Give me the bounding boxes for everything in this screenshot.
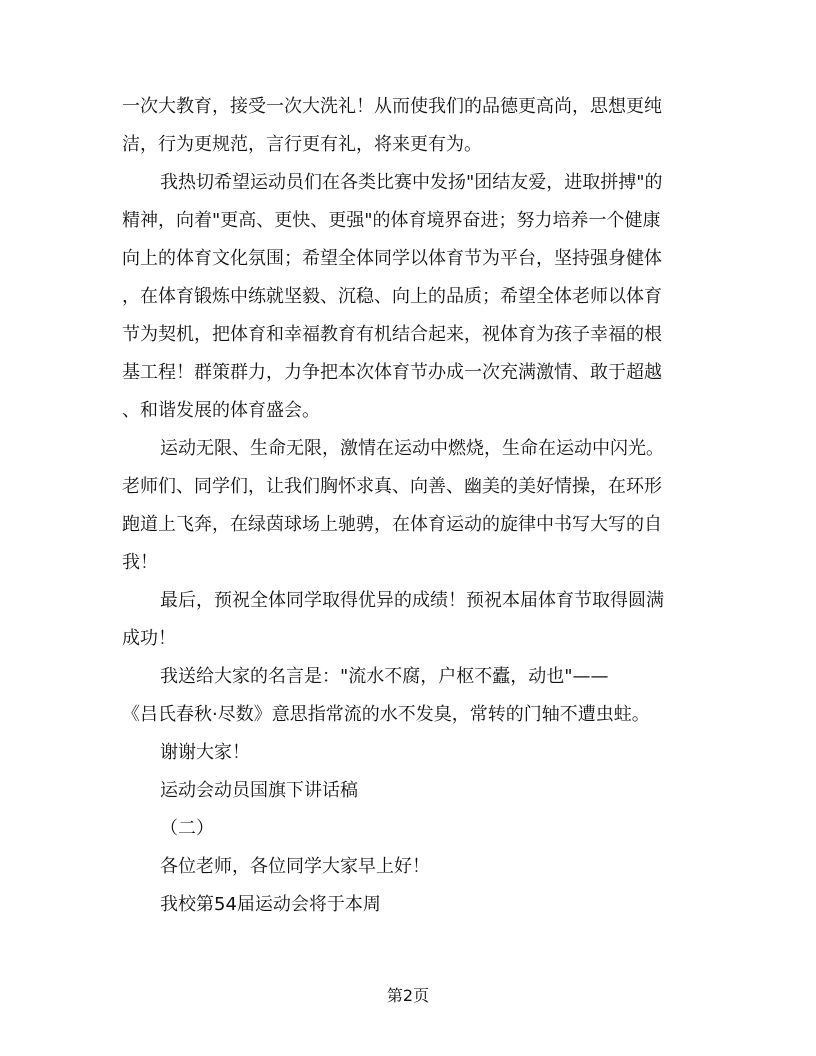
text-line: 我！ [122, 552, 158, 573]
text-line: （二） [160, 818, 214, 839]
text-line: 最后，预祝全体同学取得优异的成绩！预祝本届体育节取得圆满 [160, 590, 664, 611]
text-line: 基工程！群策群力，力争把本次体育节办成一次充满激情、敢于超越 [122, 362, 662, 383]
document-body [122, 88, 702, 924]
text-line: 洁，行为更规范，言行更有礼，将来更有为。 [122, 134, 482, 155]
text-line: 一次大教育，接受一次大洗礼！从而使我们的品德更高尚，思想更纯 [122, 96, 662, 117]
page-number: 第2页 [386, 986, 430, 1005]
text-line: 我校第54届运动会将于本周 [160, 894, 381, 915]
text-line: 我热切希望运动员们在各类比赛中发扬"团结友爱，进取拼搏"的 [160, 172, 663, 193]
text-line: ，在体育锻炼中练就坚毅、沉稳、向上的品质；希望全体老师以体育 [122, 286, 662, 307]
text-line: 节为契机，把体育和幸福教育有机结合起来，视体育为孩子幸福的根 [122, 324, 662, 345]
text-line: 跑道上飞奔，在绿茵球场上驰骋，在体育运动的旋律中书写大写的自 [122, 514, 662, 535]
text-line: 成功！ [122, 628, 176, 649]
text-line: 谢谢大家！ [160, 742, 250, 763]
text-line: 运动无限、生命无限，激情在运动中燃烧，生命在运动中闪光。 [160, 438, 664, 459]
text-line: 老师们、同学们，让我们胸怀求真、向善、幽美的美好情操，在环形 [122, 476, 662, 497]
text-line: 向上的体育文化氛围；希望全体同学以体育节为平台，坚持强身健体 [122, 248, 662, 269]
text-line: 我送给大家的名言是："流水不腐，户枢不蠹，动也"—— [160, 666, 609, 687]
text-line: 各位老师，各位同学大家早上好！ [160, 856, 430, 877]
text-line: 精神，向着"更高、更快、更强"的体育境界奋进；努力培养一个健康 [122, 210, 661, 231]
text-line: 运动会动员国旗下讲话稿 [160, 780, 358, 801]
text-line: 《吕氏春秋·尽数》意思指常流的水不发臭，常转的门轴不遭虫蛀。 [122, 704, 650, 725]
text-line: 、和谐发展的体育盛会。 [122, 400, 320, 421]
